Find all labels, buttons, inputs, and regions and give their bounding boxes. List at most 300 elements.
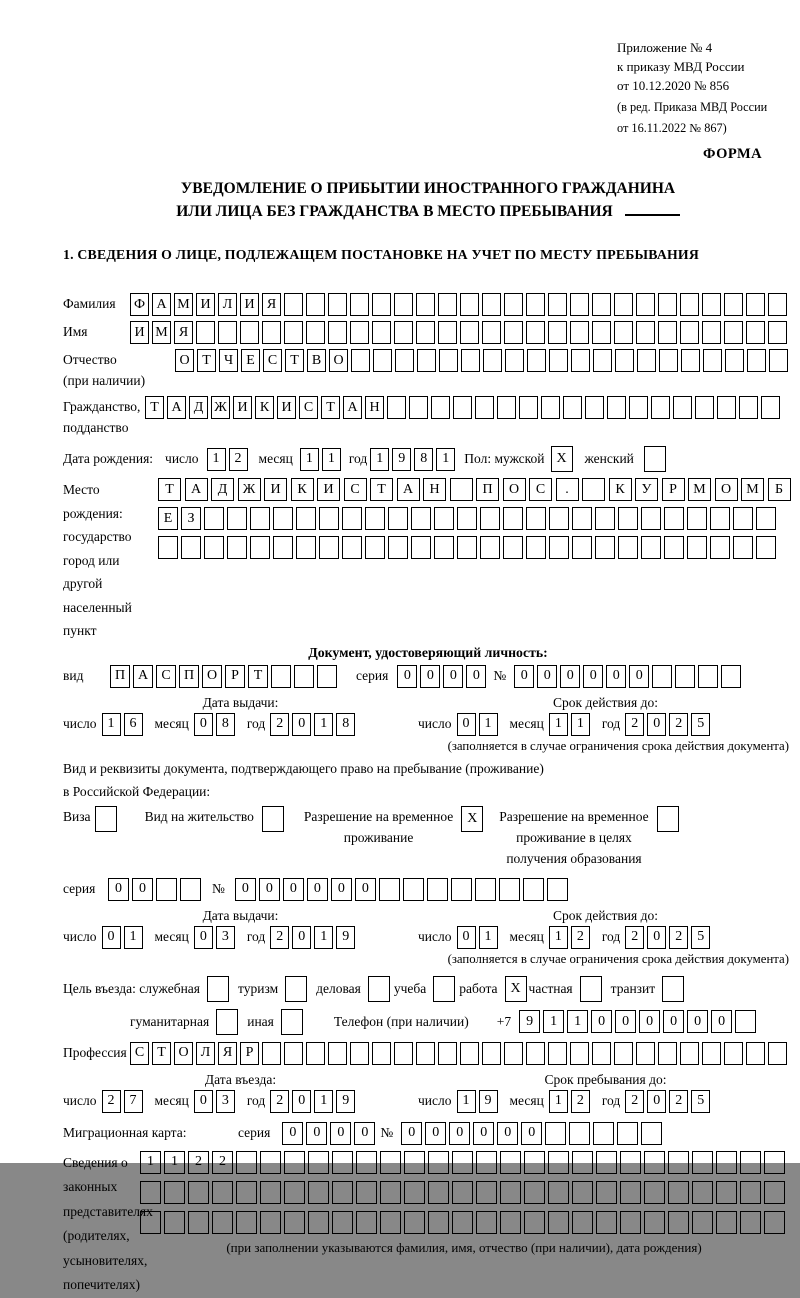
form-cell[interactable] <box>673 396 692 419</box>
form-cell[interactable]: Я <box>218 1042 237 1065</box>
form-cell[interactable] <box>644 1181 665 1204</box>
form-cell[interactable] <box>500 1181 521 1204</box>
purpose-business-checkbox[interactable] <box>207 976 229 1002</box>
form-cell[interactable] <box>428 1181 449 1204</box>
form-cell[interactable]: Л <box>196 1042 215 1065</box>
form-cell[interactable] <box>614 1042 633 1065</box>
form-cell[interactable] <box>273 536 293 559</box>
form-cell[interactable]: И <box>233 396 252 419</box>
form-cell[interactable]: 0 <box>663 1010 684 1033</box>
form-cell[interactable]: И <box>196 293 215 316</box>
form-cell[interactable]: К <box>255 396 274 419</box>
form-cell[interactable] <box>284 1151 305 1174</box>
form-cell[interactable] <box>351 349 370 372</box>
form-cell[interactable] <box>607 396 626 419</box>
form-cell[interactable] <box>595 507 615 530</box>
form-cell[interactable] <box>387 396 406 419</box>
form-cell[interactable] <box>548 1151 569 1174</box>
form-cell[interactable] <box>306 293 325 316</box>
form-cell[interactable] <box>664 507 684 530</box>
form-cell[interactable] <box>724 321 743 344</box>
form-cell[interactable] <box>652 665 672 688</box>
form-cell[interactable]: 5 <box>691 1090 710 1113</box>
form-cell[interactable] <box>702 293 721 316</box>
form-cell[interactable] <box>526 293 545 316</box>
form-cell[interactable]: А <box>133 665 153 688</box>
form-cell[interactable]: М <box>688 478 711 501</box>
form-cell[interactable] <box>582 478 605 501</box>
form-cell[interactable] <box>342 507 362 530</box>
form-cell[interactable] <box>761 396 780 419</box>
form-cell[interactable] <box>721 665 741 688</box>
form-cell[interactable] <box>140 1211 161 1234</box>
form-cell[interactable] <box>618 536 638 559</box>
form-cell[interactable] <box>457 536 477 559</box>
form-cell[interactable] <box>417 349 436 372</box>
form-cell[interactable]: 3 <box>216 926 235 949</box>
form-cell[interactable] <box>475 396 494 419</box>
form-cell[interactable]: С <box>529 478 552 501</box>
form-cell[interactable]: 1 <box>457 1090 476 1113</box>
form-cell[interactable]: 0 <box>497 1122 518 1145</box>
form-cell[interactable] <box>680 293 699 316</box>
form-cell[interactable] <box>764 1151 785 1174</box>
form-cell[interactable]: 2 <box>229 448 248 471</box>
form-cell[interactable] <box>593 1122 614 1145</box>
form-cell[interactable] <box>319 507 339 530</box>
form-cell[interactable]: 1 <box>124 926 143 949</box>
form-cell[interactable] <box>687 536 707 559</box>
form-cell[interactable] <box>523 878 544 901</box>
form-cell[interactable] <box>181 536 201 559</box>
form-cell[interactable] <box>306 1042 325 1065</box>
form-cell[interactable] <box>262 1042 281 1065</box>
form-cell[interactable]: Н <box>423 478 446 501</box>
form-cell[interactable]: Т <box>152 1042 171 1065</box>
form-cell[interactable] <box>620 1211 641 1234</box>
form-cell[interactable] <box>188 1181 209 1204</box>
form-cell[interactable] <box>692 1211 713 1234</box>
form-cell[interactable] <box>668 1211 689 1234</box>
form-cell[interactable] <box>438 321 457 344</box>
form-cell[interactable] <box>356 1211 377 1234</box>
form-cell[interactable]: 0 <box>425 1122 446 1145</box>
form-cell[interactable] <box>476 1181 497 1204</box>
form-cell[interactable] <box>724 293 743 316</box>
form-cell[interactable]: Ч <box>219 349 238 372</box>
form-cell[interactable]: А <box>152 293 171 316</box>
form-cell[interactable] <box>403 878 424 901</box>
form-cell[interactable] <box>457 507 477 530</box>
form-cell[interactable]: 1 <box>370 448 389 471</box>
form-cell[interactable] <box>332 1181 353 1204</box>
form-cell[interactable]: 0 <box>306 1122 327 1145</box>
form-cell[interactable] <box>724 1042 743 1065</box>
form-cell[interactable] <box>569 1122 590 1145</box>
form-cell[interactable] <box>570 1042 589 1065</box>
form-cell[interactable]: Ж <box>238 478 261 501</box>
form-cell[interactable] <box>332 1151 353 1174</box>
form-cell[interactable] <box>548 1042 567 1065</box>
form-cell[interactable]: 2 <box>188 1151 209 1174</box>
form-cell[interactable] <box>764 1211 785 1234</box>
form-cell[interactable]: У <box>635 478 658 501</box>
form-cell[interactable]: 0 <box>330 1122 351 1145</box>
form-cell[interactable] <box>416 293 435 316</box>
form-cell[interactable]: А <box>167 396 186 419</box>
form-cell[interactable] <box>629 396 648 419</box>
form-cell[interactable] <box>618 507 638 530</box>
form-cell[interactable] <box>716 1151 737 1174</box>
form-cell[interactable] <box>641 507 661 530</box>
form-cell[interactable] <box>651 396 670 419</box>
form-cell[interactable]: 7 <box>124 1090 143 1113</box>
form-cell[interactable]: Е <box>158 507 178 530</box>
purpose-study-checkbox[interactable] <box>433 976 455 1002</box>
form-cell[interactable] <box>746 321 765 344</box>
form-cell[interactable] <box>296 507 316 530</box>
form-cell[interactable] <box>395 349 414 372</box>
form-cell[interactable]: Е <box>241 349 260 372</box>
form-cell[interactable] <box>703 349 722 372</box>
form-cell[interactable] <box>460 293 479 316</box>
form-cell[interactable] <box>570 321 589 344</box>
form-cell[interactable] <box>644 1151 665 1174</box>
form-cell[interactable] <box>547 878 568 901</box>
form-cell[interactable]: И <box>277 396 296 419</box>
form-cell[interactable] <box>460 321 479 344</box>
form-cell[interactable] <box>380 1211 401 1234</box>
form-cell[interactable]: 2 <box>669 926 688 949</box>
form-cell[interactable]: 1 <box>322 448 341 471</box>
form-cell[interactable]: О <box>174 1042 193 1065</box>
form-cell[interactable] <box>756 507 776 530</box>
form-cell[interactable] <box>636 1042 655 1065</box>
form-cell[interactable]: 0 <box>606 665 626 688</box>
form-cell[interactable] <box>519 396 538 419</box>
form-cell[interactable] <box>636 321 655 344</box>
form-cell[interactable] <box>332 1211 353 1234</box>
form-cell[interactable] <box>416 1042 435 1065</box>
form-cell[interactable] <box>236 1181 257 1204</box>
form-cell[interactable] <box>592 1042 611 1065</box>
form-cell[interactable] <box>240 321 259 344</box>
residence-permit-checkbox[interactable] <box>262 806 284 832</box>
form-cell[interactable]: 1 <box>479 713 498 736</box>
form-cell[interactable] <box>735 1010 756 1033</box>
purpose-transit-checkbox[interactable] <box>662 976 684 1002</box>
form-cell[interactable]: 1 <box>314 926 333 949</box>
form-cell[interactable]: Р <box>240 1042 259 1065</box>
form-cell[interactable] <box>394 1042 413 1065</box>
form-cell[interactable]: И <box>317 478 340 501</box>
form-cell[interactable] <box>204 507 224 530</box>
form-cell[interactable] <box>461 349 480 372</box>
form-cell[interactable] <box>204 536 224 559</box>
visa-checkbox[interactable] <box>95 806 117 832</box>
form-cell[interactable] <box>768 1042 787 1065</box>
form-cell[interactable] <box>504 321 523 344</box>
form-cell[interactable] <box>476 1211 497 1234</box>
form-cell[interactable] <box>342 536 362 559</box>
form-cell[interactable]: 8 <box>336 713 355 736</box>
form-cell[interactable] <box>637 349 656 372</box>
form-cell[interactable] <box>140 1181 161 1204</box>
form-cell[interactable] <box>680 321 699 344</box>
form-cell[interactable]: Д <box>211 478 234 501</box>
form-cell[interactable]: О <box>175 349 194 372</box>
form-cell[interactable] <box>273 507 293 530</box>
form-cell[interactable]: 2 <box>669 1090 688 1113</box>
form-cell[interactable] <box>503 507 523 530</box>
form-cell[interactable] <box>294 665 314 688</box>
form-cell[interactable] <box>450 478 473 501</box>
form-cell[interactable]: 2 <box>270 713 289 736</box>
form-cell[interactable]: 1 <box>549 713 568 736</box>
form-cell[interactable] <box>620 1151 641 1174</box>
purpose-work-checkbox[interactable]: X <box>505 976 527 1002</box>
form-cell[interactable]: 0 <box>401 1122 422 1145</box>
form-cell[interactable] <box>482 293 501 316</box>
form-cell[interactable] <box>438 1042 457 1065</box>
form-cell[interactable] <box>308 1211 329 1234</box>
form-cell[interactable] <box>548 293 567 316</box>
form-cell[interactable]: 0 <box>449 1122 470 1145</box>
form-cell[interactable] <box>710 507 730 530</box>
form-cell[interactable]: 0 <box>537 665 557 688</box>
form-cell[interactable] <box>475 878 496 901</box>
form-cell[interactable] <box>411 536 431 559</box>
form-cell[interactable]: 0 <box>473 1122 494 1145</box>
form-cell[interactable]: М <box>152 321 171 344</box>
form-cell[interactable]: О <box>329 349 348 372</box>
form-cell[interactable] <box>548 1181 569 1204</box>
form-cell[interactable] <box>740 1211 761 1234</box>
form-cell[interactable] <box>716 1211 737 1234</box>
form-cell[interactable]: 2 <box>625 713 644 736</box>
form-cell[interactable] <box>284 1042 303 1065</box>
form-cell[interactable]: 0 <box>521 1122 542 1145</box>
form-cell[interactable]: 2 <box>669 713 688 736</box>
form-cell[interactable]: Т <box>248 665 268 688</box>
purpose-tourism-checkbox[interactable] <box>285 976 307 1002</box>
form-cell[interactable]: С <box>263 349 282 372</box>
form-cell[interactable] <box>717 396 736 419</box>
form-cell[interactable]: 0 <box>514 665 534 688</box>
form-cell[interactable] <box>524 1181 545 1204</box>
form-cell[interactable]: 0 <box>647 926 666 949</box>
form-cell[interactable] <box>416 321 435 344</box>
form-cell[interactable]: 3 <box>216 1090 235 1113</box>
form-cell[interactable] <box>404 1151 425 1174</box>
form-cell[interactable]: 2 <box>625 1090 644 1113</box>
form-cell[interactable]: 1 <box>164 1151 185 1174</box>
form-cell[interactable]: 0 <box>443 665 463 688</box>
form-cell[interactable] <box>593 349 612 372</box>
form-cell[interactable]: М <box>174 293 193 316</box>
form-cell[interactable] <box>572 536 592 559</box>
form-cell[interactable]: С <box>156 665 176 688</box>
form-cell[interactable] <box>260 1181 281 1204</box>
form-cell[interactable]: 2 <box>102 1090 121 1113</box>
form-cell[interactable]: 5 <box>691 926 710 949</box>
form-cell[interactable] <box>262 321 281 344</box>
form-cell[interactable] <box>769 349 788 372</box>
form-cell[interactable]: Ж <box>211 396 230 419</box>
form-cell[interactable] <box>365 507 385 530</box>
form-cell[interactable] <box>428 1151 449 1174</box>
form-cell[interactable] <box>236 1211 257 1234</box>
form-cell[interactable] <box>596 1211 617 1234</box>
form-cell[interactable]: О <box>202 665 222 688</box>
form-cell[interactable] <box>504 1042 523 1065</box>
form-cell[interactable] <box>563 396 582 419</box>
form-cell[interactable] <box>659 349 678 372</box>
form-cell[interactable] <box>218 321 237 344</box>
form-cell[interactable]: 9 <box>336 1090 355 1113</box>
form-cell[interactable] <box>541 396 560 419</box>
form-cell[interactable] <box>452 1211 473 1234</box>
form-cell[interactable]: И <box>130 321 149 344</box>
form-cell[interactable] <box>480 536 500 559</box>
form-cell[interactable]: 0 <box>194 713 213 736</box>
form-cell[interactable] <box>549 507 569 530</box>
form-cell[interactable] <box>212 1211 233 1234</box>
form-cell[interactable]: В <box>307 349 326 372</box>
form-cell[interactable]: И <box>240 293 259 316</box>
purpose-other-checkbox[interactable] <box>281 1009 303 1035</box>
temp-residence-checkbox[interactable]: X <box>461 806 483 832</box>
form-cell[interactable] <box>372 1042 391 1065</box>
form-cell[interactable] <box>373 349 392 372</box>
form-cell[interactable]: 0 <box>457 713 476 736</box>
form-cell[interactable]: 1 <box>102 713 121 736</box>
form-cell[interactable]: П <box>110 665 130 688</box>
form-cell[interactable]: 0 <box>560 665 580 688</box>
form-cell[interactable] <box>716 1181 737 1204</box>
form-cell[interactable] <box>658 293 677 316</box>
form-cell[interactable]: Т <box>321 396 340 419</box>
form-cell[interactable]: 0 <box>292 926 311 949</box>
form-cell[interactable] <box>306 321 325 344</box>
form-cell[interactable] <box>452 1181 473 1204</box>
form-cell[interactable] <box>482 321 501 344</box>
form-cell[interactable] <box>614 321 633 344</box>
form-cell[interactable]: 9 <box>479 1090 498 1113</box>
form-cell[interactable] <box>641 536 661 559</box>
form-cell[interactable] <box>526 321 545 344</box>
form-cell[interactable]: 1 <box>543 1010 564 1033</box>
form-cell[interactable] <box>317 665 337 688</box>
form-cell[interactable]: И <box>264 478 287 501</box>
form-cell[interactable] <box>158 536 178 559</box>
form-cell[interactable]: 9 <box>392 448 411 471</box>
form-cell[interactable] <box>296 536 316 559</box>
form-cell[interactable]: Я <box>262 293 281 316</box>
form-cell[interactable] <box>524 1211 545 1234</box>
form-cell[interactable] <box>592 321 611 344</box>
form-cell[interactable] <box>764 1181 785 1204</box>
form-cell[interactable]: 0 <box>583 665 603 688</box>
form-cell[interactable] <box>572 1151 593 1174</box>
form-cell[interactable] <box>636 293 655 316</box>
form-cell[interactable]: А <box>343 396 362 419</box>
form-cell[interactable]: 0 <box>687 1010 708 1033</box>
form-cell[interactable]: 0 <box>235 878 256 901</box>
form-cell[interactable] <box>548 1211 569 1234</box>
form-cell[interactable] <box>365 536 385 559</box>
form-cell[interactable] <box>572 1211 593 1234</box>
form-cell[interactable]: О <box>503 478 526 501</box>
form-cell[interactable] <box>756 536 776 559</box>
form-cell[interactable] <box>438 293 457 316</box>
form-cell[interactable] <box>431 396 450 419</box>
form-cell[interactable] <box>328 293 347 316</box>
form-cell[interactable] <box>476 1151 497 1174</box>
form-cell[interactable]: Ф <box>130 293 149 316</box>
form-cell[interactable] <box>164 1211 185 1234</box>
form-cell[interactable] <box>585 396 604 419</box>
form-cell[interactable] <box>404 1211 425 1234</box>
form-cell[interactable] <box>615 349 634 372</box>
form-cell[interactable]: Т <box>197 349 216 372</box>
form-cell[interactable] <box>658 321 677 344</box>
form-cell[interactable] <box>617 1122 638 1145</box>
form-cell[interactable]: Д <box>189 396 208 419</box>
sex-male-checkbox[interactable]: X <box>551 446 573 472</box>
form-cell[interactable] <box>460 1042 479 1065</box>
form-cell[interactable] <box>236 1151 257 1174</box>
form-cell[interactable] <box>681 349 700 372</box>
form-cell[interactable]: 0 <box>647 1090 666 1113</box>
form-cell[interactable] <box>271 665 291 688</box>
form-cell[interactable]: П <box>476 478 499 501</box>
form-cell[interactable] <box>664 536 684 559</box>
form-cell[interactable] <box>250 507 270 530</box>
sex-female-checkbox[interactable] <box>644 446 666 472</box>
form-cell[interactable]: С <box>344 478 367 501</box>
form-cell[interactable]: Я <box>174 321 193 344</box>
form-cell[interactable]: 0 <box>629 665 649 688</box>
form-cell[interactable] <box>596 1151 617 1174</box>
form-cell[interactable]: 1 <box>207 448 226 471</box>
form-cell[interactable] <box>260 1211 281 1234</box>
form-cell[interactable]: 1 <box>436 448 455 471</box>
form-cell[interactable] <box>733 536 753 559</box>
form-cell[interactable]: 6 <box>124 713 143 736</box>
form-cell[interactable] <box>675 665 695 688</box>
form-cell[interactable] <box>641 1122 662 1145</box>
form-cell[interactable] <box>284 321 303 344</box>
form-cell[interactable] <box>308 1181 329 1204</box>
form-cell[interactable]: 1 <box>140 1151 161 1174</box>
form-cell[interactable]: О <box>715 478 738 501</box>
form-cell[interactable] <box>388 507 408 530</box>
form-cell[interactable] <box>212 1181 233 1204</box>
form-cell[interactable] <box>614 293 633 316</box>
form-cell[interactable] <box>503 536 523 559</box>
form-cell[interactable] <box>746 293 765 316</box>
form-cell[interactable]: 2 <box>571 1090 590 1113</box>
form-cell[interactable] <box>500 1151 521 1174</box>
form-cell[interactable] <box>658 1042 677 1065</box>
form-cell[interactable] <box>250 536 270 559</box>
form-cell[interactable]: А <box>397 478 420 501</box>
form-cell[interactable]: 2 <box>270 1090 289 1113</box>
form-cell[interactable] <box>394 321 413 344</box>
form-cell[interactable] <box>350 321 369 344</box>
form-cell[interactable]: 1 <box>549 1090 568 1113</box>
